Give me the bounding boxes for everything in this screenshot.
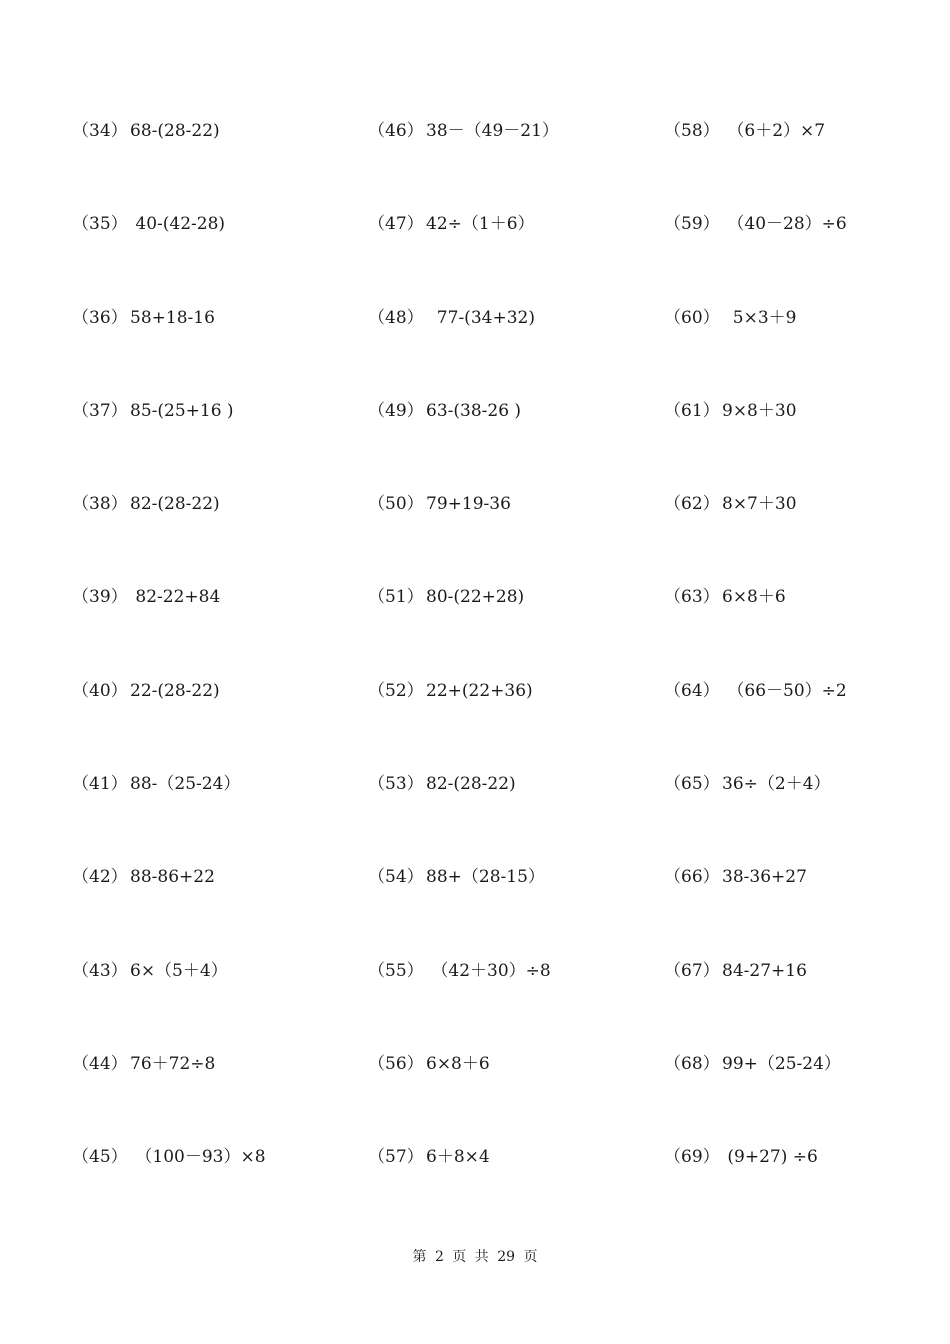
problem-number: （58） [664,121,720,141]
problem-number: （52） [368,680,424,701]
problem-expression: 8×7＋30 [722,494,797,515]
problem-expression: 6×8＋6 [722,587,786,608]
problem-expression: 63-(38-26 ) [426,400,522,421]
problem-item [368,1144,658,1237]
problem-number: （50） [368,494,424,515]
problem-expression: 36÷（2＋4） [722,774,831,795]
problem-expression: （42＋30）÷8 [426,960,551,981]
problem-item [664,584,950,677]
problem-number: （68） [664,1053,720,1074]
problem-number: （49） [368,400,424,421]
problem-column-2 [368,118,658,1238]
problem-item [72,491,362,584]
problem-number: （44） [72,1053,128,1074]
problem-item [72,958,362,1051]
problem-expression: 76＋72÷8 [130,1053,216,1074]
problem-expression: 40-(42-28) [130,214,226,235]
problem-item [664,398,950,491]
problem-number: （40） [72,680,128,701]
problem-expression: 82-(28-22) [130,494,220,515]
problem-expression: 85-(25+16 ) [130,400,234,421]
problem-number: （57） [368,1147,424,1168]
problem-number: （64） [664,680,720,701]
problem-number: （63） [664,587,720,608]
problem-number: （69） [664,1147,720,1168]
problem-expression: 42÷（1＋6） [426,214,535,235]
problem-item [72,864,362,957]
problem-item [664,678,950,771]
problem-item [72,1051,362,1144]
problem-item [368,398,658,491]
problem-expression: 9×8＋30 [722,400,797,421]
problem-item [368,305,658,398]
problem-number: （35） [72,214,128,235]
problem-expression: 22-(28-22) [130,680,220,701]
problem-item [664,491,950,584]
problem-item [664,211,950,304]
problem-expression: 22+(22+36) [426,680,533,701]
problem-item [72,211,362,304]
problem-item [72,118,362,211]
problem-item [664,771,950,864]
problem-number: （37） [72,400,128,421]
page-number-label: 第 2 页 共 29 页 [412,1249,538,1265]
problem-number: （47） [368,214,424,235]
problem-number: （66） [664,867,720,888]
problem-expression: （40－28）÷6 [722,214,847,235]
problem-expression: 77-(34+32) [426,307,535,328]
problem-number: （34） [72,121,128,141]
problem-number: （46） [368,121,424,141]
problem-column-1 [72,118,362,1238]
problem-item [368,1051,658,1144]
problem-expression: 82-(28-22) [426,774,516,795]
problem-number: （61） [664,400,720,421]
problem-item [72,584,362,677]
problem-item [368,958,658,1051]
problem-expression: 38－（49－21） [426,121,559,141]
problem-number: （51） [368,587,424,608]
problem-item [664,958,950,1051]
problem-item [368,211,658,304]
problem-number: （42） [72,867,128,888]
problem-expression: 88-（25-24） [130,774,241,795]
problem-item [664,305,950,398]
problem-number: （41） [72,774,128,795]
problem-expression: 99+（25-24） [722,1053,841,1074]
problem-expression: 88+（28-15） [426,867,545,888]
problem-number: （65） [664,774,720,795]
problem-number: （39） [72,587,128,608]
problem-expression: 84-27+16 [722,960,807,981]
page-footer [0,1246,950,1268]
problem-item [72,678,362,771]
problem-number: （55） [368,960,424,981]
problem-item [72,771,362,864]
problem-number: （67） [664,960,720,981]
problem-expression: 6×8＋6 [426,1053,490,1074]
problem-item [664,1051,950,1144]
problem-expression: 68-(28-22) [130,121,220,141]
problem-expression: 80-(22+28) [426,587,525,608]
problem-number: （36） [72,307,128,328]
problem-number: （56） [368,1053,424,1074]
problem-number: （45） [72,1147,128,1168]
problem-expression: 38-36+27 [722,867,807,888]
problem-expression: 5×3＋9 [722,307,797,328]
problem-expression: (9+27) ÷6 [722,1147,818,1168]
problem-item [368,118,658,211]
problem-expression: 6×（5＋4） [130,960,228,981]
problem-item [664,864,950,957]
problem-item [72,1144,362,1237]
problem-number: （60） [664,307,720,328]
problem-item [368,584,658,677]
problem-item [368,678,658,771]
problem-column-3 [664,118,950,1238]
problem-item [664,1144,950,1237]
problem-number: （53） [368,774,424,795]
problem-expression: 58+18-16 [130,307,215,328]
problem-number: （62） [664,494,720,515]
problem-number: （48） [368,307,424,328]
problem-expression: （100－93）×8 [130,1147,266,1168]
problem-item [368,771,658,864]
problem-item [368,864,658,957]
problem-number: （43） [72,960,128,981]
problem-number: （59） [664,214,720,235]
problem-expression: 88-86+22 [130,867,215,888]
problem-expression: 79+19-36 [426,494,511,515]
problem-expression: 6＋8×4 [426,1147,490,1168]
problem-item [368,491,658,584]
problem-number: （38） [72,494,128,515]
problem-expression: （6＋2）×7 [722,121,826,141]
problem-expression: 82-22+84 [130,587,221,608]
problem-expression: （66－50）÷2 [722,680,847,701]
problem-number: （54） [368,867,424,888]
problem-item [72,305,362,398]
problem-item [664,118,950,211]
problem-item [72,398,362,491]
